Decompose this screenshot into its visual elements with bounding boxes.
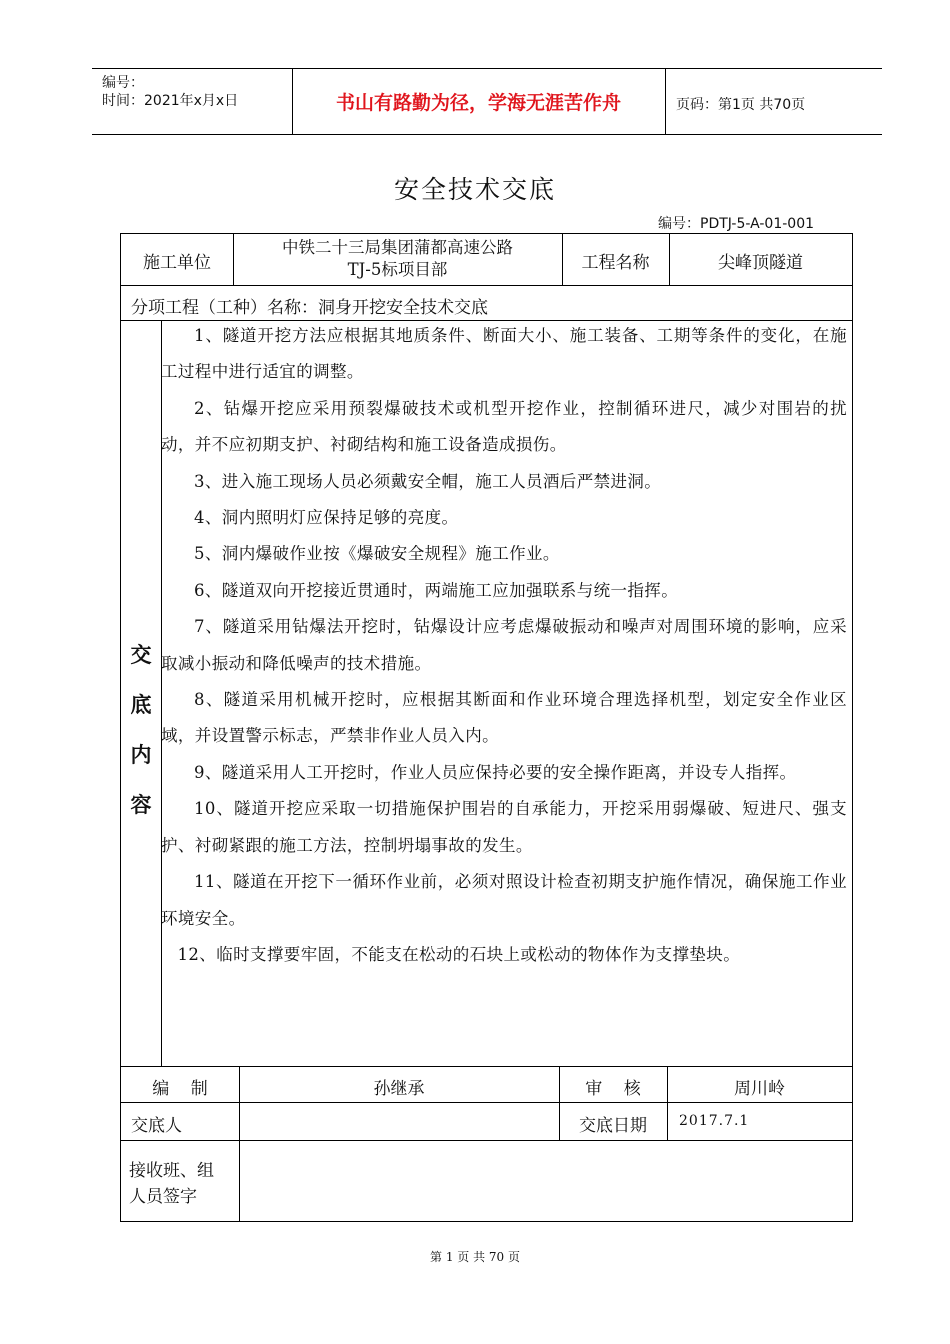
unit-label: 施工单位: [143, 253, 211, 273]
content-item-3: 3、进入施工现场人员必须戴安全帽，施工人员酒后严禁进洞。: [194, 471, 662, 491]
content-item-2: 2、钻爆开挖应采用预裂爆破技术或机型开挖作业，控制循环进尺，减少对围岩的扰动，并不应初期支护、衬砌结构和施工设备造成损伤。: [161, 398, 847, 455]
header-bottom-rule: [92, 134, 882, 135]
document-number: 编号：PDTJ-5-A-01-001: [658, 216, 815, 232]
row-divider-5: [121, 1140, 852, 1141]
row-divider-1: [121, 285, 852, 286]
receiver-label-line2: 人员签字: [129, 1187, 197, 1207]
header-divider-right: [665, 68, 666, 135]
content-item-12: 12、临时支撑要牢固，不能支在松动的石块上或松动的物体作为支撑垫块。: [177, 944, 741, 964]
header-page-info: 页码：第1页 共70页: [676, 97, 806, 113]
content-item-6: 6、隧道双向开挖接近贯通时，两端施工应加强联系与统一指挥。: [194, 580, 679, 600]
header-time: 时间：2021年x月x日: [102, 93, 239, 109]
content-label-char-2: 底: [130, 692, 152, 717]
presenter-label: 交底人: [131, 1116, 182, 1136]
page-footer: 第 1 页 共 70 页: [430, 1250, 520, 1264]
document-title: 安全技术交底: [393, 175, 556, 204]
receiver-label-line1: 接收班、组: [129, 1161, 214, 1181]
content-label-char-4: 容: [130, 792, 152, 817]
receiver-label: [129, 1158, 214, 1210]
unit-value-line1: 中铁二十三局集团蒲都高速公路: [282, 238, 513, 257]
content-item-8: 8、隧道采用机械开挖时，应根据其断面和作业环境合理选择机型，划定安全作业区域，并设置警示标志，严禁非作业人员入内。: [161, 690, 847, 746]
content-item-7: 7、隧道采用钻爆法开挖时，钻爆设计应考虑爆破振动和噪声对周围环境的影响，应采取减小振动和降低噪声的技术措施。: [161, 617, 847, 673]
content-item-9: 9、隧道采用人工开挖时，作业人员应保持必要的安全操作距离，并设专人指挥。: [194, 762, 797, 782]
unit-value-line2: TJ-5标项目部: [347, 260, 448, 279]
content-label-char-1: 交: [130, 642, 152, 667]
content-item-1: 1、隧道开挖方法应根据其地质条件、断面大小、施工装备、工期等条件的变化，在施工过程中进行适宜的调整。: [161, 326, 847, 382]
subproject-name: 分项工程（工种）名称：洞身开挖安全技术交底: [131, 298, 488, 318]
unit-value: [233, 237, 562, 281]
content-item-4: 4、洞内照明灯应保持足够的亮度。: [194, 508, 459, 528]
project-value: 尖峰顶隧道: [718, 253, 803, 273]
compiler-label: 编 制: [152, 1079, 208, 1099]
date-value: 2017.7.1: [679, 1113, 750, 1129]
reviewer-label: 审 核: [585, 1079, 641, 1099]
row-divider-4: [121, 1102, 852, 1103]
content-label: [122, 630, 160, 830]
header-motto: 书山有路勤为径，学海无涯苦作舟: [335, 92, 621, 114]
header-number-label: 编号：: [102, 75, 144, 91]
header-top-rule: [92, 68, 882, 69]
content-label-char-3: 内: [130, 742, 152, 767]
date-label: 交底日期: [579, 1116, 647, 1136]
project-label: 工程名称: [581, 253, 650, 273]
content-item-10: 10、隧道开挖应采取一切措施保护围岩的自承能力，开挖采用弱爆破、短进尺、强支护、衬砌紧跟的施工方法，控制坍塌事故的发生。: [161, 799, 847, 855]
disclosure-content: [161, 318, 847, 973]
reviewer-value: 周川岭: [734, 1079, 785, 1099]
row-divider-3: [121, 1066, 852, 1067]
content-item-5: 5、洞内爆破作业按《爆破安全规程》施工作业。: [194, 544, 560, 564]
content-item-11: 11、隧道在开挖下一循环作业前，必须对照设计检查初期支护施作情况，确保施工作业环境安全。: [161, 872, 847, 928]
compiler-value: 孙继承: [373, 1079, 425, 1099]
